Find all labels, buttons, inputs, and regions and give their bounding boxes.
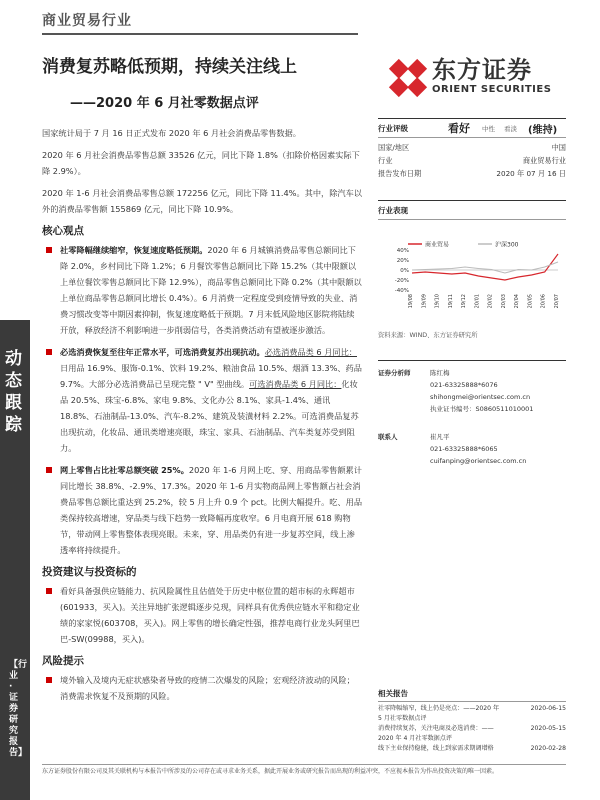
- invest-point: [42, 583, 362, 647]
- x-tick-label: 19/12: [461, 294, 468, 309]
- y-tick-label: 0%: [400, 268, 409, 274]
- core-point: [42, 462, 362, 558]
- core-point-bold: 社零降幅继续缩窄，恢复速度略低预期。: [60, 245, 208, 255]
- disclaimer: 东方证券股份有限公司及其关联机构与本报告中所涉及的公司存在或寻求业务关系，据此开展业务或研究报告而出现的利益冲突，不应视本报告为作出投资决策的唯一因素。: [42, 768, 499, 775]
- analyst-block: [378, 360, 566, 467]
- y-tick-label: 40%: [396, 248, 409, 254]
- related-title: 线下主业保持稳健，线上到家需求期调增格: [378, 745, 494, 752]
- y-tick-label: -20%: [394, 278, 409, 284]
- related-item[interactable]: [378, 724, 566, 734]
- header-sector: 商业贸易行业: [42, 13, 132, 29]
- analyst-key: [378, 379, 430, 391]
- related-title: 社零降幅缩窄，线上仍是亮点：——2020 年: [378, 705, 500, 712]
- x-tick-label: 19/08: [408, 294, 414, 309]
- header-rule: [42, 33, 358, 35]
- analyst-key: 证券分析师: [378, 369, 411, 377]
- analyst-row: [378, 403, 566, 415]
- analyst-key: [378, 391, 430, 403]
- analyst-value: 执业证书编号：S0860511010001: [430, 405, 534, 413]
- info-row: [378, 141, 566, 154]
- analyst-key: [378, 443, 430, 455]
- core-point-highlight: 可选消费品类 6 月同比：: [249, 379, 342, 389]
- analyst-row: [378, 391, 566, 403]
- x-tick-label: 20/07: [554, 294, 560, 309]
- core-point-bold: 必选消费恢复至往年正常水平，可选消费复苏出现抗动。: [60, 347, 265, 357]
- x-tick-label: 20/03: [500, 294, 507, 309]
- analyst-value: 陈红梅: [430, 369, 450, 377]
- invest-text: 看好具备强供应链能力、抗风险属性且估值处于历史中枢位置的超市标的永辉超市(601933，买入)。关注异地扩张逻辑逐步兑现，同样具有优秀供应链水平和稳定业绩的家家悦(603708，买入)。网上零售的增长确定性强，推荐电商行业龙头阿里巴巴-SW(09988，买入)。: [60, 586, 360, 644]
- x-tick-label: 19/10: [434, 294, 441, 309]
- info-value: 商业贸易行业: [522, 156, 566, 165]
- core-point: [42, 242, 362, 338]
- rating-value: 看好: [448, 122, 470, 135]
- info-key: 报告发布日期: [378, 169, 422, 178]
- related-reports: [378, 688, 566, 754]
- info-value: 2020 年 07 月 16 日: [496, 169, 566, 178]
- related-heading: 相关报告: [378, 688, 566, 702]
- intro-paragraph: 2020 年 6 月社会消费品零售总额 33526 亿元，同比下降 1.8%（扣除价格因素实际下降 2.9%）。: [42, 150, 360, 176]
- analyst-row: [378, 455, 566, 467]
- analyst-key: 联系人: [378, 433, 398, 441]
- analyst-value: 021-63325888*6065: [430, 445, 498, 453]
- logo-text-cn: 东方证券: [432, 56, 532, 84]
- info-value: 中国: [551, 143, 566, 152]
- rating-option: 看淡: [504, 125, 517, 133]
- related-title: 2020 年 4 月社零数据点评: [378, 735, 452, 742]
- related-date: 2020-02-28: [530, 745, 566, 752]
- risk-heading: 风险提示: [42, 655, 84, 667]
- rating-box: [378, 118, 566, 138]
- side-category-label: 【行业·证券研究报告】: [9, 660, 28, 758]
- series-line-index: [412, 262, 558, 273]
- analyst-row: [378, 443, 566, 455]
- info-row: [378, 167, 566, 180]
- core-point: [42, 344, 362, 456]
- risk-point: [42, 672, 362, 704]
- related-date: 2020-06-15: [530, 705, 566, 712]
- related-item[interactable]: [378, 714, 566, 724]
- invest-heading: 投资建议与投资标的: [42, 566, 137, 578]
- intro-paragraph: 国家统计局于 7 月 16 日正式发布 2020 年 6 月社会消费品零售数据。: [42, 128, 301, 138]
- rating-kept: (维持): [528, 125, 558, 136]
- report-subtitle: ——2020 年 6 月社零数据点评: [70, 96, 259, 111]
- related-item[interactable]: [378, 734, 566, 744]
- analyst-email[interactable]: cuifanping@orientsec.com.cn: [430, 457, 527, 465]
- performance-chart: [378, 240, 566, 320]
- core-point-bold: 网上零售占比社零总额突破 25%。: [60, 465, 189, 475]
- core-heading: 核心观点: [42, 225, 84, 237]
- related-date: 2020-05-15: [530, 725, 566, 732]
- core-point-text: 化妆品 20.5%、珠宝-6.8%、家电 9.8%、文化办公 8.1%、家具-1.4%、通讯 18.8%、石油制品-13.0%、汽车-8.2%、建筑及装潢材料 2.2%。可选消费品复苏出现抗动，化妆品、通讯类增速亮眼，珠宝、家具、石油制品、汽车类复苏受到阻力。: [60, 379, 359, 453]
- rating-label: 行业评级: [378, 124, 408, 133]
- info-key: 国家/地区: [378, 143, 410, 152]
- logo-text-en: ORIENT SECURITIES: [432, 84, 552, 95]
- info-table: [378, 141, 566, 180]
- core-point-highlight: 必选消费品类 6 月同比：: [264, 347, 357, 357]
- x-tick-label: 20/01: [474, 294, 481, 309]
- intro-paragraph: 2020 年 1-6 月社会消费品零售总额 172256 亿元，同比下降 11.4%。其中，除汽车以外的消费品零售额 155869 亿元，同比下降 10.9%。: [42, 188, 362, 214]
- risk-text: 境外输入及境内无症状感染者导致的疫情二次爆发的风险；宏观经济波动的风险；消费需求恢复不及预期的风险。: [60, 675, 355, 701]
- related-item[interactable]: [378, 704, 566, 714]
- x-tick-label: 20/02: [487, 294, 494, 309]
- analyst-row: [378, 431, 566, 443]
- legend-label: 商业贸易: [425, 241, 450, 249]
- info-key: 行业: [378, 156, 393, 165]
- x-tick-label: 20/06: [540, 294, 547, 309]
- side-dynamic-label: 动态跟踪: [5, 349, 22, 435]
- series-line-sector: [412, 254, 558, 280]
- x-tick-label: 19/09: [421, 294, 428, 309]
- analyst-value: 崔凡平: [430, 433, 450, 441]
- analyst-key: [378, 455, 430, 467]
- related-title: 5 月社零数据点评: [378, 715, 427, 722]
- x-tick-label: 20/04: [514, 294, 521, 309]
- y-tick-label: -40%: [394, 288, 409, 294]
- related-item[interactable]: [378, 744, 566, 754]
- chart-source: 资料来源：WIND、东方证券研究所: [378, 332, 478, 339]
- core-point-text: 日用品 16.9%、服饰-0.1%、饮料 19.2%、粮油食品 10.5%、烟酒 13.3%、药品 9.7%。大部分必选消费品已呈现完整 " V" 型曲线。: [60, 363, 362, 389]
- main-content: [42, 125, 362, 710]
- side-bar: [0, 320, 30, 800]
- y-tick-label: 20%: [396, 258, 409, 264]
- footer-rule: [42, 764, 566, 765]
- info-row: [378, 154, 566, 167]
- x-tick-label: 19/11: [447, 294, 454, 309]
- x-tick-label: 20/05: [527, 294, 534, 309]
- analyst-row: [378, 367, 566, 379]
- core-point-text: 2020 年 1-6 月网上吃、穿、用商品零售额累计同比增长 38.8%、-2.9%、17.3%。2020 年 1-6 月实物商品网上零售额占社会消费品零售总额比重达到 25.2%，较 5 月上升 0.9 个 pct。比例大幅提升。吃、用品类保持较高增速，穿品类与线下趋势一致降幅再度收窄。6 月电商开展 618 购物节，带动网上零售整体表现亮眼。未来，穿、用品类仍有进一步复苏空间，线上渗透率将持续提升。: [60, 465, 363, 555]
- rating-option: 中性: [482, 125, 495, 133]
- performance-title: 行业表现: [378, 200, 566, 220]
- analyst-email[interactable]: shihongmei@orientsec.com.cn: [430, 393, 531, 401]
- legend-label: 沪深300: [495, 241, 519, 249]
- report-title: 消费复苏略低预期，持续关注线上: [42, 57, 297, 77]
- analyst-value: 021-63325888*6076: [430, 381, 498, 389]
- core-point-text: 2020 年 6 月城镇消费品零售总额同比下降 2.0%，乡村同比下降 1.2%；6 月餐饮零售总额同比下降 15.2%（其中限额以上单位餐饮零售总额同比下降 12.9%），商品零售总额同比下降 0.2%（其中限额以上单位商品零售总额同比增长 0.4%）。6 月消费一定程度受到疫情导致的失业、消费习惯改变等中期因素抑制，恢复速度略低于预期。7 月末低风险地区影院将陆续开放，释放经济不利影响进一步削弱信号，各类消费活动有望被逐步激活。: [60, 245, 362, 335]
- analyst-key: [378, 403, 430, 415]
- related-title: 消费持续复苏，关注电商及必选消费：——: [378, 725, 494, 732]
- analyst-row: [378, 379, 566, 391]
